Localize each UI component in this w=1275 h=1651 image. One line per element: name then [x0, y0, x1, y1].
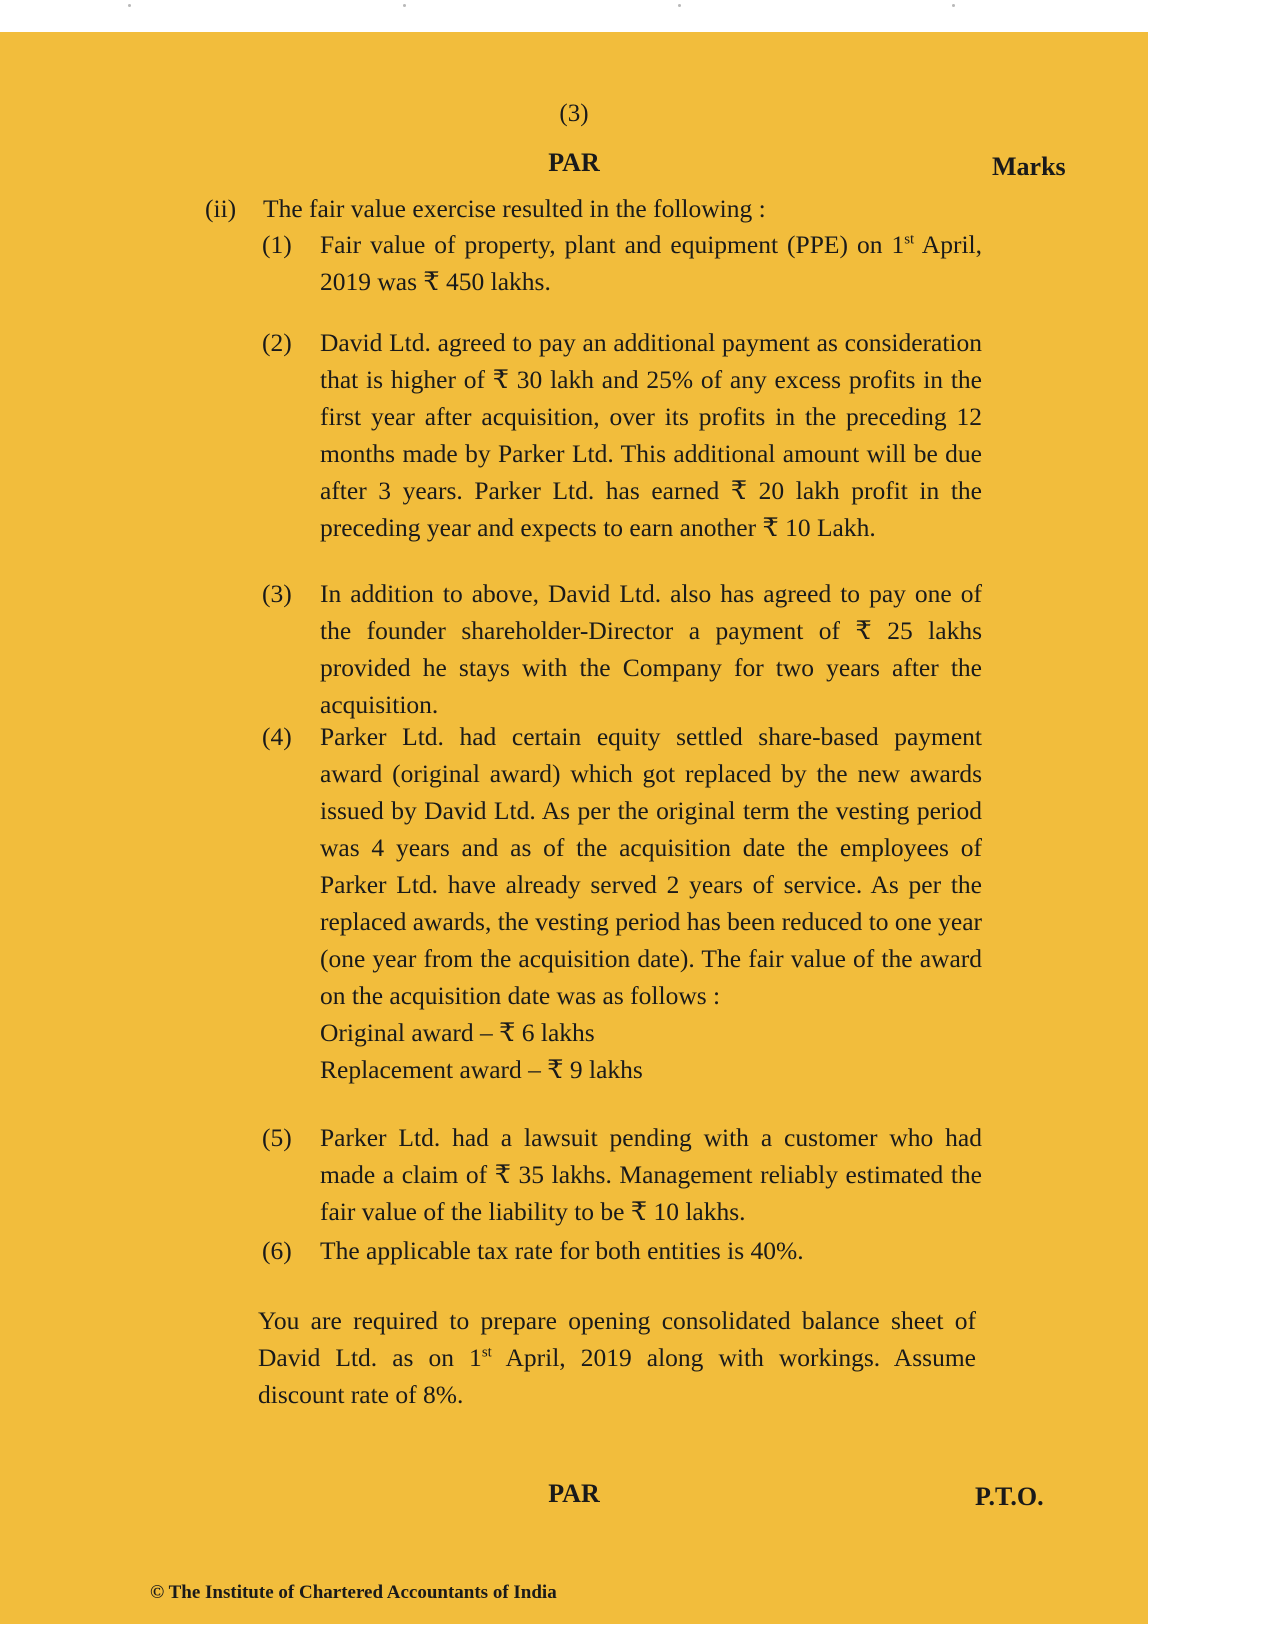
item-text: Fair value of property, plant and equipment (PPE) on 1st April, 2019 was ₹ 450 lakhs.: [320, 230, 983, 296]
copyright-notice: © The Institute of Chartered Accountants of India: [150, 1582, 557, 1603]
scan-speck: [678, 4, 681, 7]
item-number: (1): [262, 230, 292, 259]
pto-label: P.T.O.: [975, 1482, 1044, 1511]
exam-page: [0, 32, 1148, 1624]
item-text: Parker Ltd. had certain equity settled share-based payment award (original award) which got replaced by the new awards issued by David Ltd. As per the original term the vesting period was 4 years and as of the acquisition date the employees of Parker Ltd. have already served 2 years of service. As per the replaced awards, the vesting period has been reduced to one year (one year from the acquisition date). The fair value of the award on the acquisition date was as follows : Original award – ₹ 6 lakhs Replacement award – ₹ 9 lakhs: [320, 718, 982, 1088]
original-award-line: Original award – ₹ 6 lakhs: [320, 1018, 595, 1047]
item-text: The applicable tax rate for both entities is 40%.: [320, 1236, 804, 1265]
replacement-award-line: Replacement award – ₹ 9 lakhs: [320, 1055, 643, 1084]
item-number: (2): [262, 328, 292, 357]
requirement-text: You are required to prepare opening consolidated balance sheet of David Ltd. as on 1st April, 2019 along with workings. Assume discount rate of 8%.: [258, 1306, 976, 1409]
item-number: (6): [262, 1236, 292, 1265]
ordinal-suffix: st: [904, 231, 915, 248]
ordinal-suffix: st: [481, 1344, 492, 1361]
item-text: In addition to above, David Ltd. also has agreed to pay one of the founder shareholder-Director a payment of ₹ 25 lakhs provided he stays with the Company for two years after the acquisition.: [320, 579, 982, 719]
marks-label: Marks: [992, 152, 1066, 181]
scan-speck: [128, 4, 131, 7]
paper-code-header: PAR: [548, 148, 600, 177]
intro-text: The fair value exercise resulted in the following :: [263, 194, 766, 223]
paper-code-footer: PAR: [548, 1479, 600, 1508]
item-number: (4): [262, 722, 292, 751]
item-number: (5): [262, 1123, 292, 1152]
scan-speck: [952, 4, 955, 7]
intro-number: (ii): [205, 194, 237, 223]
item-text: Parker Ltd. had a lawsuit pending with a customer who had made a claim of ₹ 35 lakhs. Management reliably estimated the fair value of the liability to be ₹ 10 lakhs.: [320, 1123, 982, 1226]
page-number: (3): [559, 100, 589, 127]
scan-speck: [403, 4, 406, 7]
item-text: David Ltd. agreed to pay an additional payment as consideration that is higher of ₹ 30 lakh and 25% of any excess profits in the first year after acquisition, over its profits in the preceding 12 months made by Parker Ltd. This additional amount will be due after 3 years. Parker Ltd. has earned ₹ 20 lakh profit in the preceding year and expects to earn another ₹ 10 Lakh.: [320, 328, 982, 542]
item-number: (3): [262, 579, 292, 608]
